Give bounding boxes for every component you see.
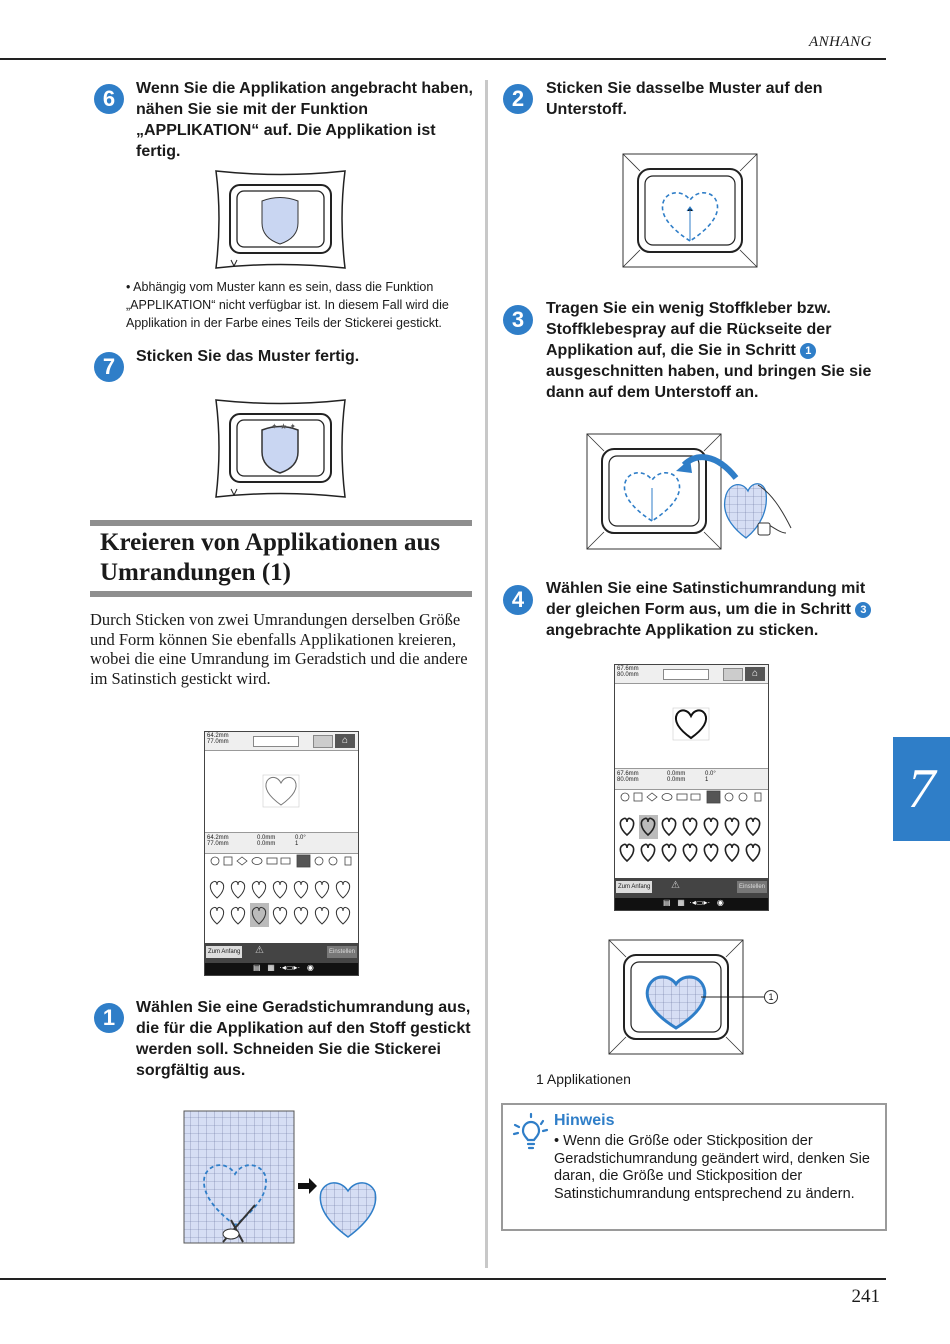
shape-selector[interactable]	[617, 790, 766, 804]
screen-action-bar	[205, 943, 358, 963]
shape-icons[interactable]	[617, 790, 766, 804]
start-button[interactable]: Zum Anfang	[206, 946, 242, 958]
hint-text: • Wenn die Größe oder Stickposition der Geradstichumrandung geändert wird, denken Sie daran, die Größe und Stickposition der Satinstichumrandung entsprechend zu ändern.	[554, 1133, 870, 1202]
memory-button[interactable]	[723, 668, 743, 681]
step-2-badge: 2	[503, 84, 533, 114]
intro-paragraph: Durch Sticken von zwei Umrandungen derselben Größe und Form können Sie ebenfalls Applikationen kreieren, wobei die eine Umrandung im Geradstich und die andere im Satinstich gestickt wird.	[90, 610, 468, 688]
step-6-text: Wenn Sie die Applikation angebracht haben, nähen Sie sie mit der Funktion „APPLIKATION“ auf. Die Applikation ist fertig.	[136, 80, 473, 160]
hint-box	[501, 1103, 887, 1231]
step-6-badge: 6	[94, 84, 124, 114]
shape-selector[interactable]	[207, 854, 356, 868]
screen-top-bar	[205, 732, 358, 751]
screen-action-bar	[615, 878, 768, 898]
chapter-tab[interactable]: 7	[893, 737, 950, 841]
warning-icon: ⚠	[671, 880, 680, 891]
hint-title: Hinweis	[554, 1112, 615, 1129]
bottom-rule	[0, 1278, 886, 1280]
set-button[interactable]: Einstellen	[737, 881, 767, 893]
lightbulb-icon	[512, 1117, 548, 1157]
warning-icon: ⚠	[255, 945, 264, 956]
set-button[interactable]: Einstellen	[327, 946, 357, 958]
zoom-buttons[interactable]	[663, 669, 709, 680]
page-number: 241	[851, 1286, 880, 1307]
step-6-note: • Abhängig vom Muster kann es sein, dass die Funktion „APPLIKATION“ nicht verfügbar ist. In diesem Fall wird die Applikation in der Farbe eines Teils der Stickerei gestickt.	[126, 280, 449, 330]
machine-screen-1	[204, 731, 359, 976]
step-7-badge: 7	[94, 352, 124, 382]
heart-preview	[263, 775, 299, 807]
attach-applique-illustration	[586, 433, 796, 550]
screen-status-bar	[615, 898, 768, 910]
shape-icons[interactable]	[207, 854, 356, 868]
edit-info-bar: 64.2mm 77.0mm 0.0mm 0.0mm 0.0° 1	[205, 832, 358, 854]
figure-caption: 1 Applikationen	[536, 1071, 631, 1087]
frame-pattern-grid[interactable]	[617, 815, 766, 865]
status-icons: ▤ ▦ ·◂▭▸· ◉	[253, 963, 314, 972]
running-head: ANHANG	[809, 34, 872, 50]
heart-preview	[673, 708, 709, 740]
start-button[interactable]: Zum Anfang	[616, 881, 652, 893]
column-divider	[485, 80, 488, 1268]
heading-rule-bottom	[90, 591, 472, 597]
frame-pattern-grid[interactable]	[207, 878, 356, 928]
step-1-text: Wählen Sie eine Geradstichumrandung aus, die für die Applikation auf den Stoff gestickt werden soll. Schneiden Sie die Stickerei sorgfältig aus.	[136, 999, 471, 1079]
callout-1: 1	[764, 990, 778, 1004]
hoop-heart-outline-illustration	[622, 153, 758, 268]
status-icons: ▤ ▦ ·◂▭▸· ◉	[663, 898, 724, 907]
home-icon[interactable]: ⌂	[745, 667, 765, 681]
svg-text:✦ ★ ✦: ✦ ★ ✦	[271, 422, 297, 431]
step-2-text: Sticken Sie dasselbe Muster auf den Unterstoff.	[546, 80, 823, 118]
heading-rule-top	[90, 520, 472, 526]
step-1-badge: 1	[94, 1003, 124, 1033]
step-3-text: Tragen Sie ein wenig Stoffkleber bzw. Stoffklebespray auf die Rückseite der Applikation auf, die Sie in Schritt 1 ausgeschnitten haben, und bringen Sie sie dann auf dem Unterstoff an.	[546, 300, 872, 401]
step-ref-1-badge: 1	[800, 343, 816, 359]
step-3-badge: 3	[503, 305, 533, 335]
size-readout: 67.6mm 80.0mm	[617, 666, 639, 678]
step-4-badge: 4	[503, 585, 533, 615]
screen-top-bar	[615, 665, 768, 684]
cut-applique-illustration	[183, 1110, 383, 1245]
zoom-buttons[interactable]	[253, 736, 299, 747]
bullet-icon: •	[554, 1133, 564, 1149]
hoop-finished-illustration	[213, 397, 348, 500]
memory-button[interactable]	[313, 735, 333, 748]
edit-info-bar: 67.6mm 80.0mm 0.0mm 0.0mm 0.0° 1	[615, 768, 768, 790]
section-title: Kreieren von Applikationen aus Umrandungen (1)	[100, 529, 441, 586]
hoop-appliqué-illustration	[213, 168, 348, 271]
step-7-text: Sticken Sie das Muster fertig.	[136, 348, 360, 365]
step-ref-3-badge: 3	[855, 602, 871, 618]
hoop-satin-applique-illustration	[608, 939, 788, 1056]
machine-screen-2	[614, 664, 769, 911]
screen-status-bar	[205, 963, 358, 975]
top-rule	[0, 58, 886, 60]
size-readout: 64.2mm 77.0mm	[207, 733, 229, 745]
bullet-icon: •	[126, 280, 134, 294]
home-icon[interactable]: ⌂	[335, 734, 355, 748]
step-4-text: Wählen Sie eine Satinstichumrandung mit der gleichen Form aus, um die in Schritt 3 angebrachte Applikation zu sticken.	[546, 578, 876, 641]
